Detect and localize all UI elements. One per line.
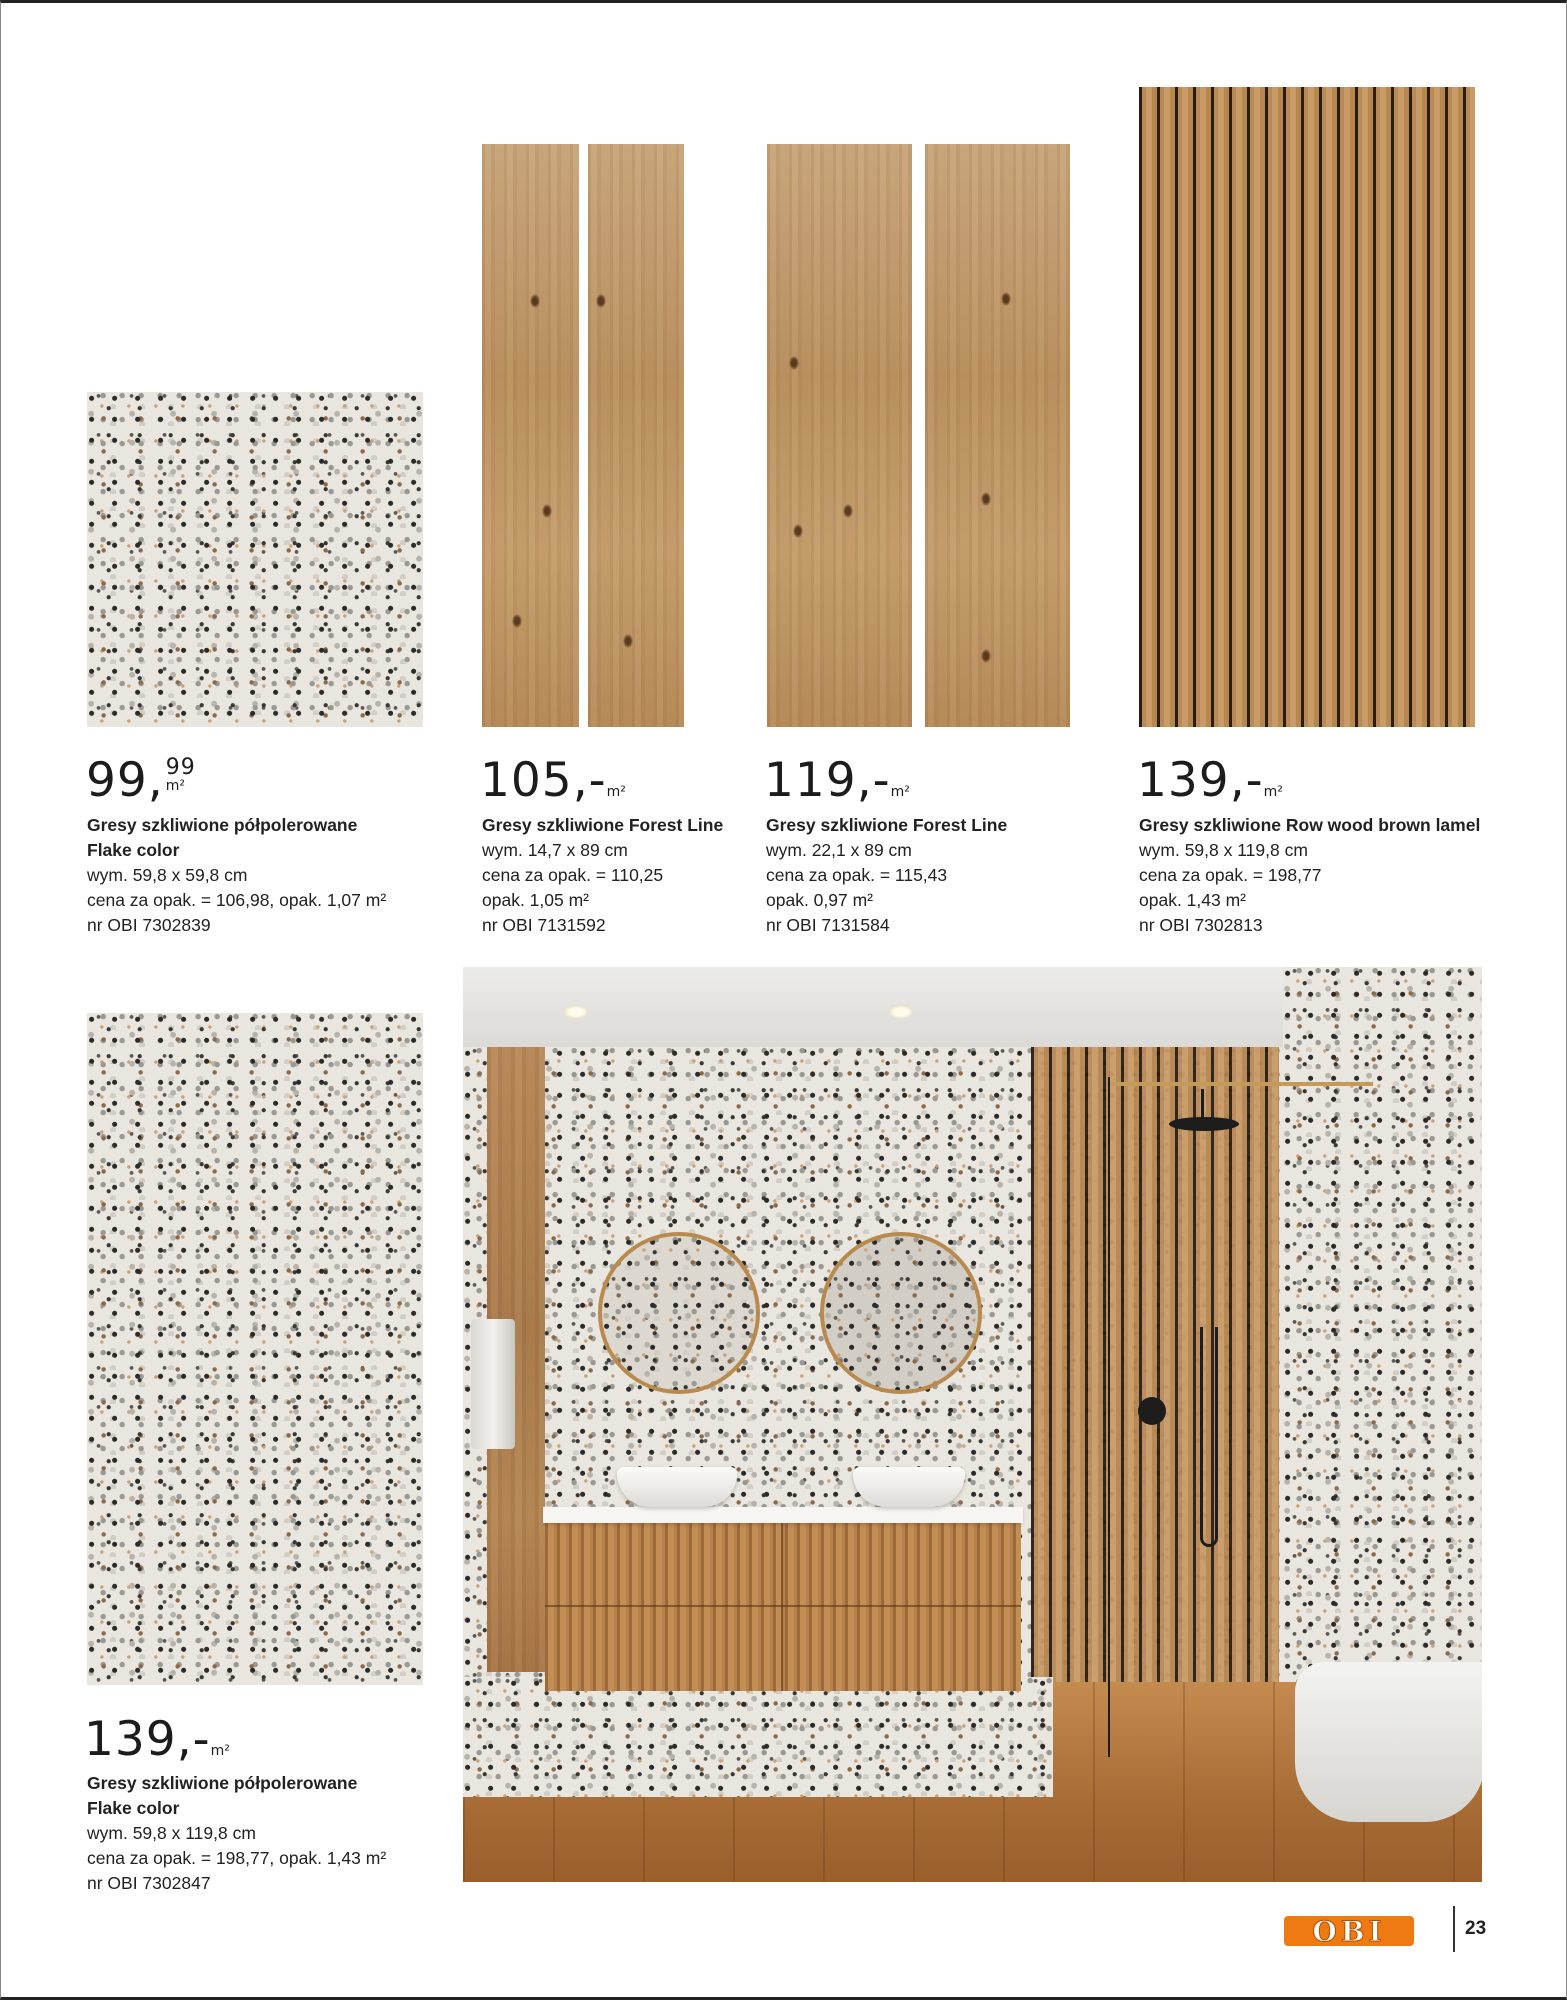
product-package-size: opak. 0,97 m² [766, 890, 873, 910]
tile-image-row-wood-lamel [1139, 87, 1475, 727]
product-name-line2: Flake color [87, 840, 180, 860]
product-dimensions: wym. 14,7 x 89 cm [482, 840, 628, 860]
price-main: 139,- [84, 1712, 211, 1767]
product-dimensions: wym. 59,8 x 119,8 cm [87, 1823, 256, 1843]
price-main: 105,- [480, 753, 607, 808]
footer-divider [1453, 1906, 1455, 1952]
caption-product-2 [482, 813, 723, 938]
obi-logo [1284, 1916, 1414, 1946]
price-product-5 [84, 1712, 230, 1767]
photo-side-wall [1283, 967, 1482, 1687]
product-name: Gresy szkliwione Forest Line [482, 815, 724, 835]
photo-terrazzo-floor [463, 1677, 1053, 1797]
product-name: Gresy szkliwione półpolerowane [87, 815, 358, 835]
product-package-size: opak. 1,43 m² [1139, 890, 1246, 910]
price-product-4 [1137, 753, 1283, 808]
page-number: 23 [1465, 1918, 1487, 1939]
price-unit: m² [1263, 784, 1283, 800]
price-unit: m² [606, 784, 626, 800]
photo-toilet [1295, 1662, 1482, 1822]
price-product-2 [480, 753, 626, 808]
product-number: nr OBI 7302813 [1139, 915, 1263, 935]
product-package-size: opak. 1,05 m² [482, 890, 589, 910]
product-package-price: cena za opak. = 106,98, opak. 1,07 m² [87, 890, 387, 910]
ceiling-spotlight-icon [888, 1005, 914, 1019]
price-product-3 [764, 753, 910, 808]
tile-image-forest-line-wide-a [767, 144, 912, 727]
photo-vanity-cabinet [545, 1523, 1021, 1691]
product-number: nr OBI 7302839 [87, 915, 211, 935]
tile-image-forest-line-wide-b [925, 144, 1070, 727]
price-unit: m² [890, 784, 910, 800]
product-dimensions: wym. 22,1 x 89 cm [766, 840, 912, 860]
price-cents: 99 [165, 755, 196, 780]
price-main: 99, [86, 753, 164, 808]
product-name: Gresy szkliwione Row wood brown lamel [1139, 815, 1481, 835]
photo-lamel-wall [1031, 1047, 1279, 1687]
product-name-line2: Flake color [87, 1798, 180, 1818]
product-package-price: cena za opak. = 198,77, opak. 1,43 m² [87, 1848, 387, 1868]
obi-logo-text: OBI [1312, 1914, 1386, 1948]
product-dimensions: wym. 59,8 x 119,8 cm [1139, 840, 1308, 860]
photo-shower-bar [1108, 1082, 1373, 1086]
ceiling-spotlight-icon [563, 1005, 589, 1019]
shower-head-icon [1169, 1117, 1239, 1131]
tile-image-forest-line-narrow-b [588, 144, 684, 727]
caption-product-1 [87, 813, 386, 938]
tile-image-flake-color-rect [87, 1013, 423, 1685]
tile-image-flake-color-square [87, 392, 423, 727]
bathroom-photo [463, 967, 1482, 1882]
price-product-1 [86, 753, 196, 808]
product-name: Gresy szkliwione półpolerowane [87, 1773, 358, 1793]
tile-image-forest-line-narrow-a [482, 144, 579, 727]
price-main: 139,- [1137, 753, 1264, 808]
product-number: nr OBI 7131592 [482, 915, 606, 935]
photo-countertop [543, 1507, 1023, 1523]
photo-mirror-right [820, 1232, 982, 1394]
caption-product-4 [1139, 813, 1480, 938]
product-number: nr OBI 7302847 [87, 1873, 211, 1893]
price-unit: m² [165, 778, 185, 794]
price-unit: m² [210, 1743, 230, 1759]
photo-sink-left [617, 1467, 737, 1507]
product-number: nr OBI 7131584 [766, 915, 890, 935]
caption-product-3 [766, 813, 1007, 938]
photo-shower-glass-edge [1108, 1077, 1110, 1757]
photo-mirror-left [598, 1232, 760, 1394]
photo-towel [471, 1319, 515, 1449]
shower-hose-icon [1200, 1327, 1218, 1547]
product-package-price: cena za opak. = 110,25 [482, 865, 664, 885]
product-package-price: cena za opak. = 115,43 [766, 865, 948, 885]
caption-product-5 [87, 1771, 386, 1896]
product-package-price: cena za opak. = 198,77 [1139, 865, 1322, 885]
product-name: Gresy szkliwione Forest Line [766, 815, 1008, 835]
product-dimensions: wym. 59,8 x 59,8 cm [87, 865, 248, 885]
photo-sink-right [853, 1467, 965, 1507]
shower-valve-icon [1138, 1397, 1166, 1425]
price-main: 119,- [764, 753, 891, 808]
